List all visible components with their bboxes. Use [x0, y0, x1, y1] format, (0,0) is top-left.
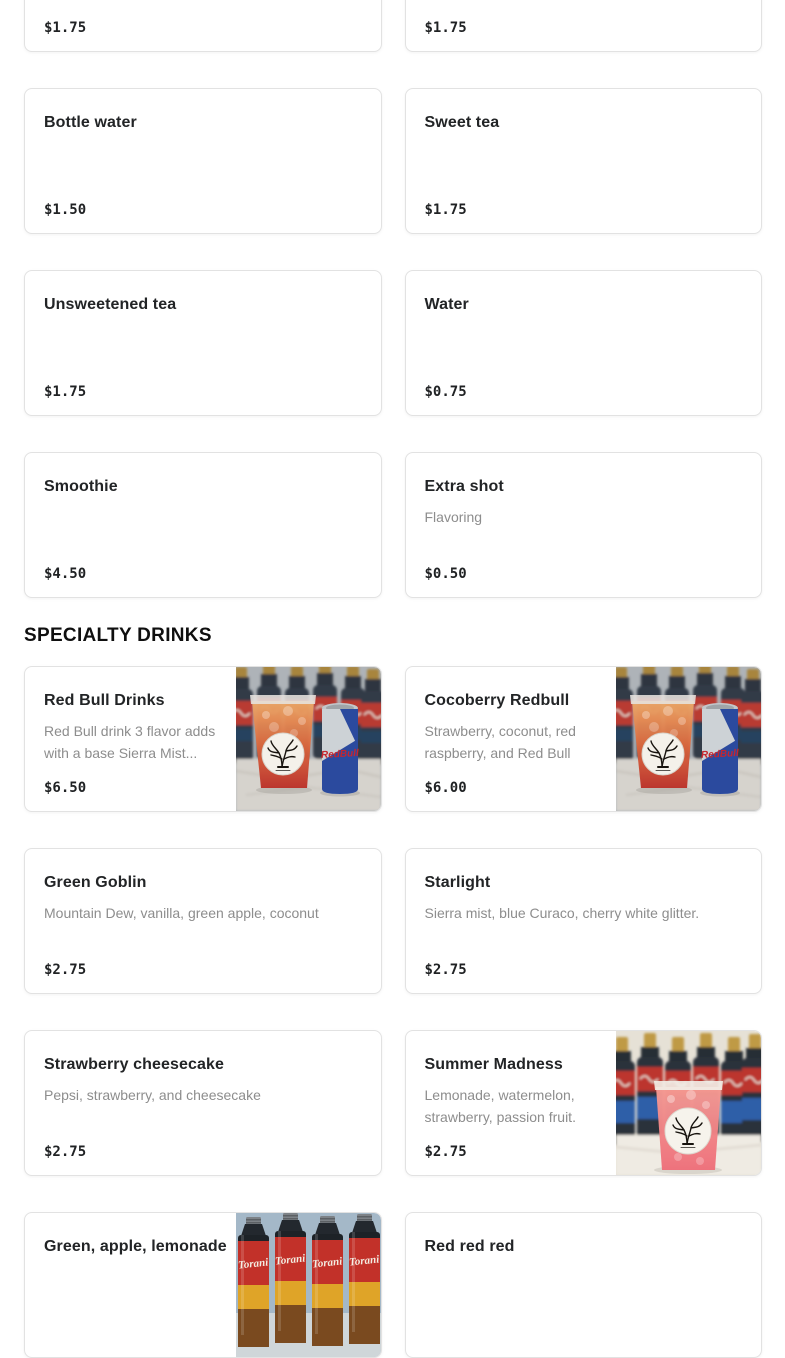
menu-item-description: Lemonade, watermelon, strawberry, passion fruit. — [424, 1087, 576, 1125]
menu-item-name: Green, apple, lemonade — [44, 1238, 227, 1255]
menu-item-price: $1.50 — [44, 202, 87, 218]
menu-item-text — [406, 849, 762, 924]
menu-item-name: Strawberry cheesecake — [44, 1056, 224, 1073]
svg-text:RedBull: RedBull — [320, 748, 359, 761]
menu-item-name: Starlight — [424, 874, 491, 891]
menu-item-description: Sierra mist, blue Curaco, cherry white glitter. — [424, 905, 700, 921]
menu-grid — [24, 666, 762, 1358]
menu-item-description: Pepsi, strawberry, and cheesecake — [44, 1087, 261, 1103]
menu-item-price: $1.75 — [424, 20, 467, 36]
menu-item-description: Mountain Dew, vanilla, green apple, coconut — [44, 905, 319, 921]
menu-item-card[interactable] — [24, 0, 382, 52]
menu-item-name: Unsweetened tea — [44, 296, 177, 313]
menu-item-price: $1.75 — [424, 202, 467, 218]
menu-item-name: Red Bull Drinks — [44, 692, 165, 709]
menu-item-card[interactable] — [24, 1212, 382, 1358]
menu-item-price: $1.75 — [44, 384, 87, 400]
menu-item-price: $2.75 — [44, 1144, 87, 1160]
menu-item-price: $2.75 — [424, 1144, 467, 1160]
menu-item-text — [25, 89, 381, 133]
menu-item-description: Flavoring — [424, 509, 483, 525]
menu-item-price: $6.50 — [44, 780, 87, 796]
pink-drink-photo — [616, 1031, 761, 1175]
menu-item-card[interactable] — [405, 1030, 763, 1176]
menu-item-card[interactable] — [405, 848, 763, 994]
menu-item-name: Summer Madness — [424, 1056, 563, 1073]
menu-item-price: $2.75 — [44, 962, 87, 978]
menu-item-card[interactable] — [24, 88, 382, 234]
menu-item-price: $0.50 — [424, 566, 467, 582]
menu-grid — [24, 0, 762, 598]
menu-item-name: Green Goblin — [44, 874, 147, 891]
menu-item-card[interactable] — [405, 452, 763, 598]
menu-item-text — [25, 849, 381, 924]
menu-item-name: Water — [424, 296, 469, 313]
menu-item-text — [406, 1213, 762, 1257]
menu-item-card[interactable] — [24, 848, 382, 994]
menu-item-text — [406, 453, 762, 528]
menu-item-name: Bottle water — [44, 114, 137, 131]
menu-item-text — [406, 271, 762, 315]
menu-item-description: Red Bull drink 3 flavor adds with a base Sierra Mist... — [44, 723, 216, 761]
menu-item-card[interactable] — [405, 270, 763, 416]
menu-item-text — [25, 667, 237, 764]
menu-item-card[interactable] — [405, 666, 763, 812]
menu-item-card[interactable] — [405, 1212, 763, 1358]
menu-item-card[interactable] — [24, 452, 382, 598]
redbull-drink-photo — [236, 667, 381, 811]
menu-item-name: Extra shot — [424, 478, 504, 495]
menu-item-price: $2.75 — [424, 962, 467, 978]
menu-item-card[interactable] — [24, 1030, 382, 1176]
menu-item-price: $4.50 — [44, 566, 87, 582]
svg-text:RedBull: RedBull — [700, 748, 740, 761]
menu-item-price: $6.00 — [424, 780, 467, 796]
menu-item-text — [25, 1213, 237, 1257]
section-title: SPECIALTY DRINKS — [24, 625, 212, 646]
menu-item-card[interactable] — [405, 0, 763, 52]
menu-item-name: Cocoberry Redbull — [424, 692, 570, 709]
torani-bottles-photo — [236, 1213, 381, 1357]
menu-item-card[interactable] — [24, 270, 382, 416]
menu-item-text — [406, 89, 762, 133]
menu-item-name: Smoothie — [44, 478, 118, 495]
menu-item-card[interactable] — [24, 666, 382, 812]
menu-item-price: $1.75 — [44, 20, 87, 36]
redbull-drink-photo — [616, 667, 761, 811]
menu-item-text — [406, 667, 618, 764]
menu-item-text — [406, 1031, 618, 1128]
menu-item-card[interactable] — [405, 88, 763, 234]
menu-item-description: Strawberry, coconut, red raspberry, and Red Bull — [424, 723, 576, 761]
menu-item-text — [25, 453, 381, 497]
menu-item-name: Sweet tea — [424, 114, 500, 131]
menu-item-text — [25, 271, 381, 315]
menu-item-text — [25, 1031, 381, 1106]
menu-item-price: $0.75 — [424, 384, 467, 400]
menu-item-name: Red red red — [424, 1238, 515, 1255]
